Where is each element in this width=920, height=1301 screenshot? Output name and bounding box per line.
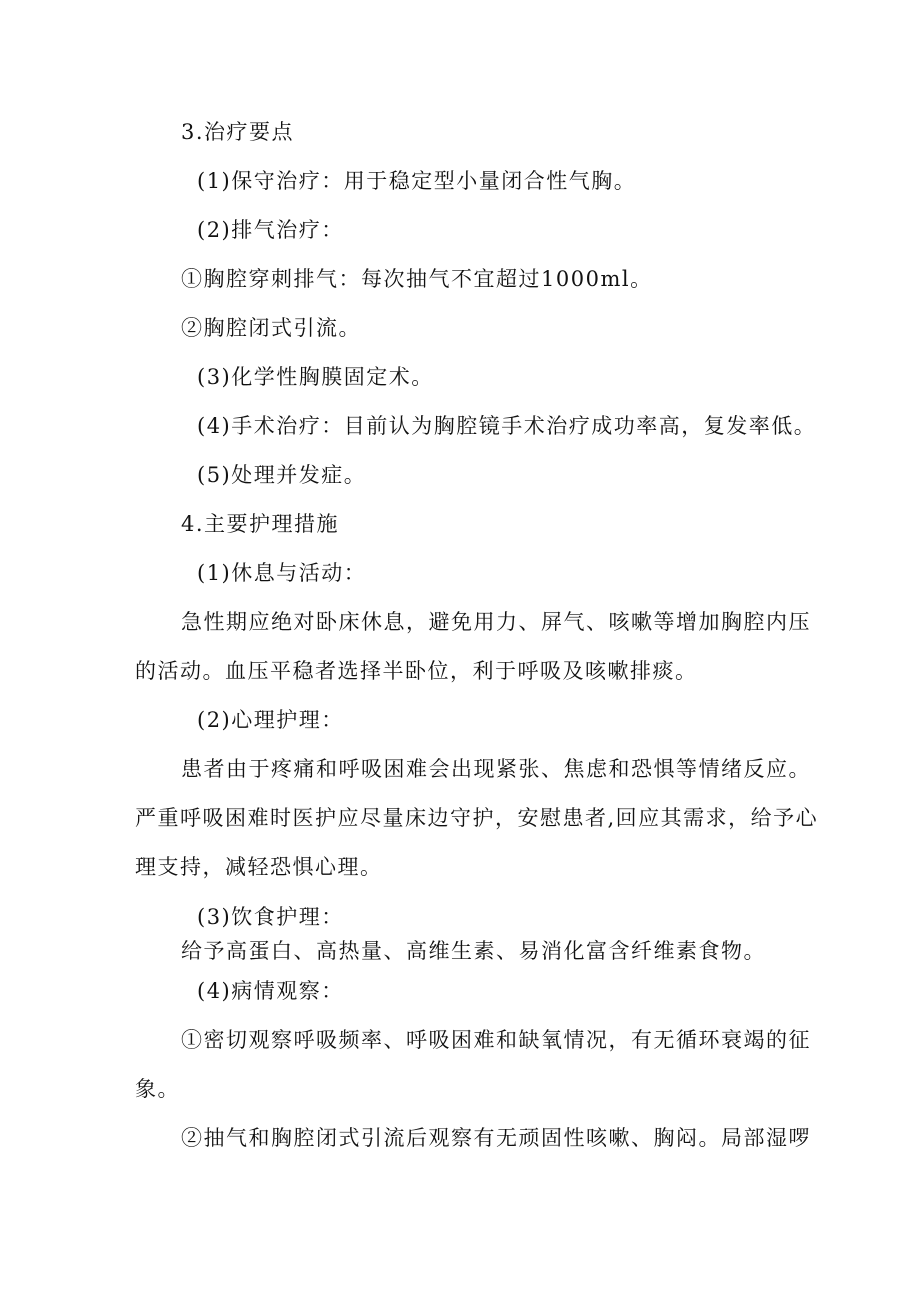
treatment-item-2b: ②胸腔闭式引流。 — [181, 316, 361, 340]
section-heading-nursing: 4.主要护理措施 — [181, 512, 340, 536]
paragraph-line: 的活动。血压平稳者选择半卧位，利于呼吸及咳嗽排痰。 — [135, 659, 698, 683]
treatment-item-4: (4)手术治疗：目前认为胸腔镜手术治疗成功率高，复发率低。 — [197, 414, 817, 438]
treatment-item-2: (2)排气治疗： — [197, 218, 344, 242]
nursing-item-4: (4)病情观察： — [197, 979, 344, 1003]
treatment-item-5: (5)处理并发症。 — [197, 463, 367, 487]
paragraph-line: 急性期应绝对卧床休息，避免用力、屏气、咳嗽等增加胸腔内压 — [181, 610, 811, 634]
paragraph-line: ①密切观察呼吸频率、呼吸困难和缺氧情况，有无循环衰竭的征 — [181, 1028, 811, 1052]
treatment-item-1: (1)保守治疗：用于稳定型小量闭合性气胸。 — [197, 169, 637, 193]
section-heading-treatment: 3.治疗要点 — [181, 120, 295, 144]
paragraph-line: 患者由于疼痛和呼吸困难会出现紧张、焦虑和恐惧等情绪反应。 — [181, 757, 811, 781]
paragraph-line: 严重呼吸困难时医护应尽量床边守护，安慰患者,回应其需求，给予心 — [135, 806, 819, 830]
paragraph-line: 象。 — [135, 1077, 180, 1101]
paragraph-line: 给予高蛋白、高热量、高维生素、易消化富含纤维素食物。 — [181, 939, 766, 963]
nursing-item-1: (1)休息与活动： — [197, 561, 367, 585]
paragraph-line: ②抽气和胸腔闭式引流后观察有无顽固性咳嗽、胸闷。局部湿啰 — [181, 1126, 811, 1150]
treatment-item-2a: ①胸腔穿刺排气：每次抽气不宜超过1000ml。 — [181, 267, 653, 291]
nursing-item-2: (2)心理护理： — [197, 708, 344, 732]
nursing-item-3: (3)饮食护理： — [197, 905, 344, 929]
treatment-item-3: (3)化学性胸膜固定术。 — [197, 365, 434, 389]
paragraph-line: 理支持，减轻恐惧心理。 — [135, 855, 383, 879]
